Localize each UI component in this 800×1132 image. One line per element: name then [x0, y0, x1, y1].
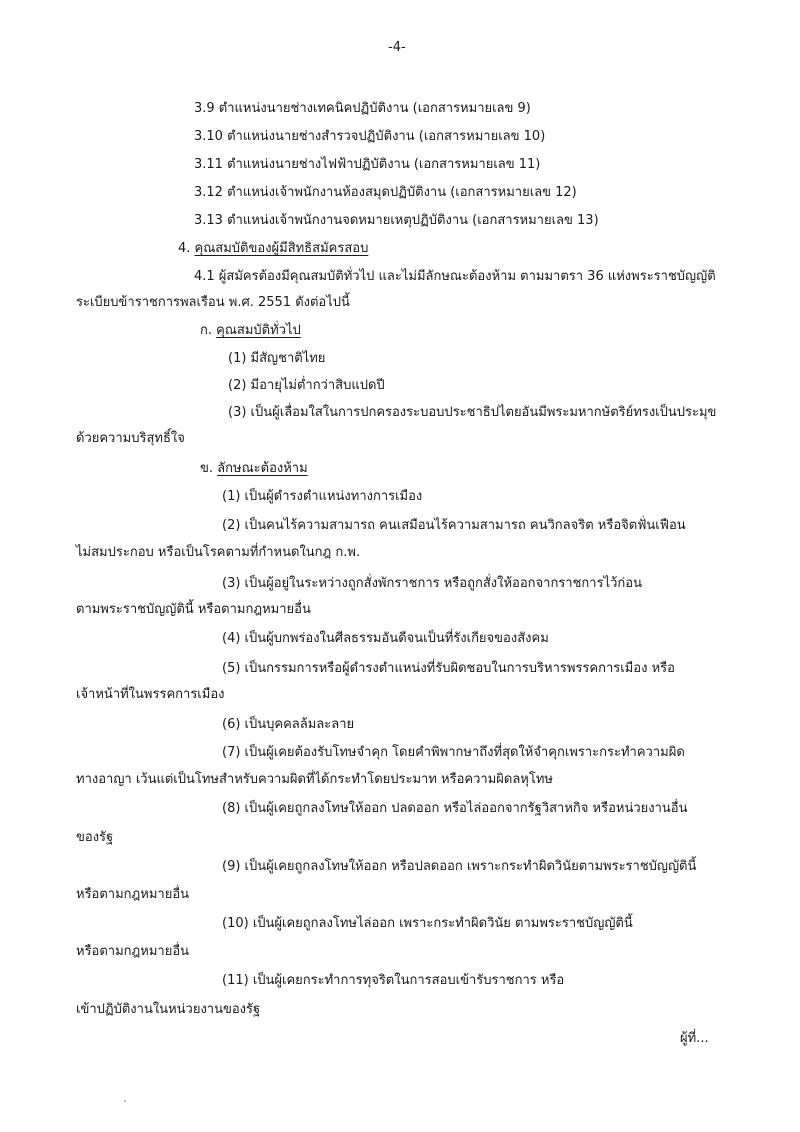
section-4-title: คุณสมบัติของผู้มีสิทธิสมัครสอบ — [194, 241, 369, 256]
general-item-1: (1) มีสัญชาติไทย — [228, 351, 326, 366]
position-item-3-9: 3.9 ตำแหน่งนายช่างเทคนิคปฏิบัติงาน (เอกสารหมายเลข 9) — [194, 101, 531, 116]
page-number: -4- — [388, 40, 406, 55]
general-item-3-line-2: ด้วยความบริสุทธิ์ใจ — [76, 431, 185, 446]
prohibited-item-6: (6) เป็นบุคคลล้มละลาย — [222, 717, 355, 732]
general-qualifications-prefix: ก. — [200, 323, 213, 338]
position-item-3-13: 3.13 ตำแหน่งเจ้าพนักงานจดหมายเหตุปฏิบัติงาน (เอกสารหมายเลข 13) — [194, 213, 599, 228]
prohibited-qualifications-prefix: ข. — [200, 461, 214, 476]
prohibited-item-7-line-1: (7) เป็นผู้เคยต้องรับโทษจำคุก โดยคำพิพากษาถึงที่สุดให้จำคุกเพราะกระทำความผิด — [222, 745, 685, 760]
paragraph-4-1-line-1: 4.1 ผู้สมัครต้องมีคุณสมบัติทั่วไป และไม่มีลักษณะต้องห้าม ตามมาตรา 36 แห่งพระราชบัญญัติ — [194, 269, 716, 284]
prohibited-qualifications-title: ลักษณะต้องห้าม — [217, 461, 308, 476]
prohibited-item-4: (4) เป็นผู้บกพร่องในศีลธรรมอันดีจนเป็นที่รังเกียจของสังคม — [222, 631, 549, 646]
prohibited-item-11-line-2: เข้าปฏิบัติงานในหน่วยงานของรัฐ — [76, 1002, 261, 1017]
prohibited-item-2-line-2: ไม่สมประกอบ หรือเป็นโรคตามที่กำหนดในกฎ ก.พ. — [76, 545, 361, 560]
prohibited-item-5-line-1: (5) เป็นกรรมการหรือผู้ดำรงตำแหน่งที่รับผิดชอบในการบริหารพรรคการเมือง หรือ — [222, 661, 675, 676]
general-item-3-line-1: (3) เป็นผู้เลื่อมใสในการปกครองระบอบประชาธิปไตยอันมีพระมหากษัตริย์ทรงเป็นประมุข — [228, 405, 717, 420]
prohibited-item-10-line-2: หรือตามกฎหมายอื่น — [76, 944, 190, 959]
prohibited-item-9-line-1: (9) เป็นผู้เคยถูกลงโทษให้ออก หรือปลดออก เพราะกระทำผิดวินัยตามพระราชบัญญัตินี้ — [222, 859, 697, 874]
prohibited-item-3-line-1: (3) เป็นผู้อยู่ในระหว่างถูกสั่งพักราชการ หรือถูกสั่งให้ออกจากราชการไว้ก่อน — [222, 576, 642, 591]
position-item-3-11: 3.11 ตำแหน่งนายช่างไฟฟ้าปฏิบัติงาน (เอกสารหมายเลข 11) — [194, 157, 541, 172]
prohibited-qualifications-heading — [200, 460, 308, 478]
prohibited-item-11-line-1: (11) เป็นผู้เคยกระทำการทุจริตในการสอบเข้ารับราชการ หรือ — [222, 973, 565, 988]
prohibited-item-5-line-2: เจ้าหน้าที่ในพรรคการเมือง — [76, 687, 225, 702]
prohibited-item-9-line-2: หรือตามกฎหมายอื่น — [76, 887, 190, 902]
position-item-3-12: 3.12 ตำแหน่งเจ้าพนักงานห้องสมุดปฏิบัติงาน (เอกสารหมายเลข 12) — [194, 185, 577, 200]
general-qualifications-heading — [200, 322, 301, 340]
prohibited-item-10-line-1: (10) เป็นผู้เคยถูกลงโทษไล่ออก เพราะกระทำผิดวินัย ตามพระราชบัญญัตินี้ — [222, 916, 633, 931]
general-item-2: (2) มีอายุไม่ต่ำกว่าสิบแปดปี — [228, 378, 385, 393]
general-qualifications-title: คุณสมบัติทั่วไป — [216, 323, 301, 338]
page-continuation: ผู้ที่... — [680, 1031, 709, 1046]
prohibited-item-8-line-1: (8) เป็นผู้เคยถูกลงโทษให้ออก ปลดออก หรือไล่ออกจากรัฐวิสาหกิจ หรือหน่วยงานอื่น — [222, 801, 688, 816]
scan-speck — [124, 1100, 126, 1102]
prohibited-item-8-line-2: ของรัฐ — [76, 830, 114, 845]
paragraph-4-1-line-2: ระเบียบข้าราชการพลเรือน พ.ศ. 2551 ดังต่อไปนี้ — [76, 295, 350, 310]
prohibited-item-1: (1) เป็นผู้ดำรงตำแหน่งทางการเมือง — [222, 489, 423, 504]
section-4-number: 4. — [178, 241, 191, 256]
prohibited-item-3-line-2: ตามพระราชบัญญัตินี้ หรือตามกฎหมายอื่น — [76, 602, 311, 617]
prohibited-item-2-line-1: (2) เป็นคนไร้ความสามารถ คนเสมือนไร้ความสามารถ คนวิกลจริต หรือจิตฟั่นเฟือน — [222, 518, 686, 533]
prohibited-item-7-line-2: ทางอาญา เว้นแต่เป็นโทษสำหรับความผิดที่ได้กระทำโดยประมาท หรือความผิดลหุโทษ — [76, 772, 553, 787]
position-item-3-10: 3.10 ตำแหน่งนายช่างสำรวจปฏิบัติงาน (เอกสารหมายเลข 10) — [194, 129, 546, 144]
section-4-heading — [178, 240, 368, 258]
